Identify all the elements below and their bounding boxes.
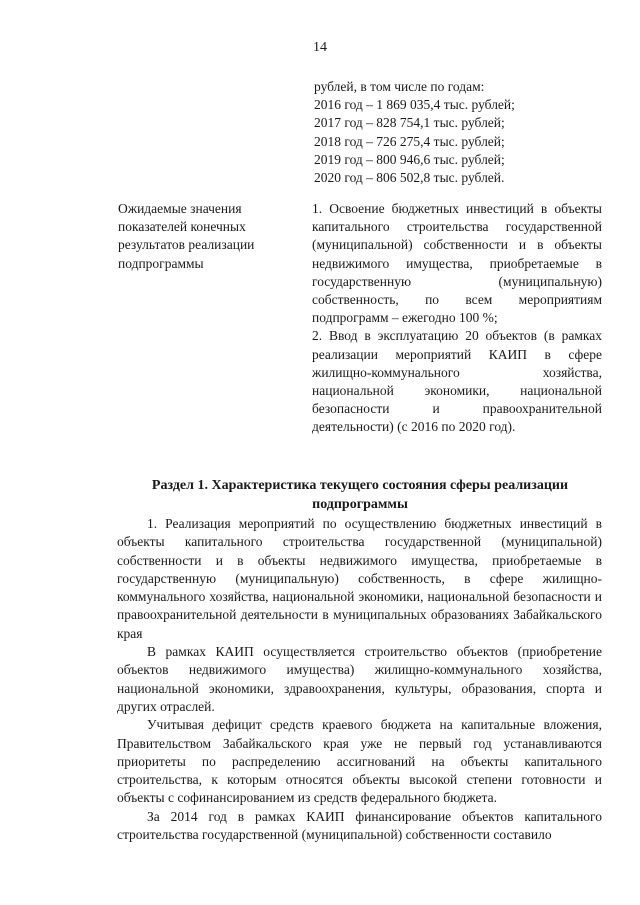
results-content — [312, 200, 602, 437]
budget-year-line: 2016 год – 1 869 035,4 тыс. рублей; — [314, 97, 515, 113]
body-paragraph: В рамках КАИП осуществляется строительство объектов (приобретение объектов недвижимого имущества) жилищно-коммунального хозяйства, национальной экономики, здравоохранения, культуры, образования, спорта и других отраслей. — [117, 644, 602, 714]
budget-intro: рублей, в том числе по годам: — [314, 79, 485, 94]
body-paragraph: Учитывая дефицит средств краевого бюджета на капитальные вложения, Правительством Забайкальского края уже не первый год устанавливаются приоритеты по распределению ассигнований на объекты капитального строительства, к которым относятся объекты высокой степени готовности и объекты с софинансированием из средств федерального бюджета. — [117, 717, 602, 806]
body-paragraph: 1. Реализация мероприятий по осуществлению бюджетных инвестиций в объекты капитального строительства государственной (муниципальной) собственности и в объекты недвижимого имущества, приобретаемые в государственную (муниципальную) собственность, в сфере жилищно-коммунального хозяйства, национальной экономики, национальной безопасности и правоохранительной деятельности в муниципальных образованиях Забайкальского края — [117, 516, 602, 641]
budget-year-line: 2020 год – 806 502,8 тыс. рублей. — [314, 170, 505, 186]
budget-year-line: 2018 год – 726 275,4 тыс. рублей; — [314, 133, 505, 149]
page-number: 14 — [313, 40, 327, 55]
result-item: 1. Освоение бюджетных инвестиций в объекты капитального строительства государственной (муниципальной) собственности и в объекты недвижимого имущества, приобретаемые в государственную (муниципальную) собственность, по всем мероприятиям подпрограмм – ежегодно 100 %; — [312, 201, 602, 326]
section-body — [117, 515, 602, 844]
section-title: Раздел 1. Характеристика текущего состояния сферы реализации подпрограммы — [151, 478, 569, 512]
budget-year-line: 2019 год – 800 946,6 тыс. рублей; — [314, 151, 505, 167]
result-item: 2. Ввод в эксплуатацию 20 объектов (в рамках реализации мероприятий КАИП в сфере жилищно-коммунального хозяйства, национальной экономики, национальной безопасности и правоохранительной деятельности) (с 2016 по 2020 год). — [312, 328, 602, 435]
results-label: Ожидаемые значения показателей конечных результатов реализации подпрограммы — [118, 201, 255, 271]
budget-year-line: 2017 год – 828 754,1 тыс. рублей; — [314, 115, 505, 131]
body-paragraph: За 2014 год в рамках КАИП финансирование объектов капитального строительства государственной (муниципальной) собственности составило — [117, 808, 602, 843]
budget-breakdown — [314, 78, 614, 187]
